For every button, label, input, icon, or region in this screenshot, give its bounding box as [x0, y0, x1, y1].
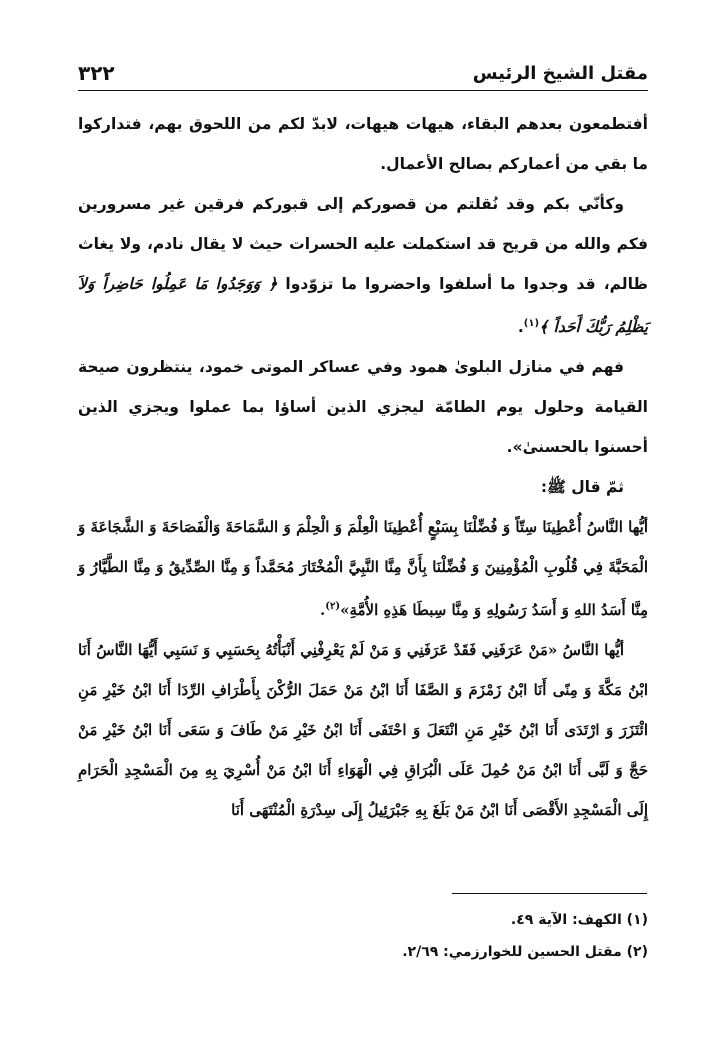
paragraph-3: فهم في منازل البلوىٰ همود وفي عساكر الموتى خمود، ينتظرون صيحة القيامة وحلول يوم الطامّة ليجزي الذين أساؤا بما عملوا ويجزي الذين أحسنوا بالحسنىٰ».: [78, 358, 648, 457]
footnote-2: (٢) مقتل الحسين للخوارزمي: ٢/٦٩.: [402, 944, 648, 960]
sermon-paragraph-1: أيُّها النَّاسُ أُعْطِينَا سِتّاً وَ فُضِّلْنَا بِسَبْعٍ أُعْطِينَا الْعِلْمَ وَ الْحِلْمَ وَ السَّمَاحَةَ وَالْفَصَاحَةَ وَ الشَّجَاعَةَ وَ الْمَحَبَّةَ فِي قُلُوبِ الْمُؤْمِنِينَ وَ فُضِّلْنَا بِأَنَّ مِنَّا النَّبِيَّ الْمُخْتَارَ مُحَمَّداً وَ مِنَّا الصِّدِّيقُ وَ مِنَّا الطَّيَّارُ وَ مِنَّا أَسَدُ اللهِ وَ أَسَدُ رَسُولِهِ وَ مِنَّا سِبطَا هَذِهِ الأُمَّةِ»$^{(٢)}$.: [78, 518, 648, 620]
running-title: مقتل الشيخ الرئيس: [472, 62, 648, 84]
paragraph-1: أفتطمعون بعدهم البقاء، هيهات هيهات، لابدّ لكم من اللحوق بهم، فتداركوا ما بقي من أعماركم بصالح الأعمال.: [78, 115, 648, 173]
footnotes: [78, 904, 648, 968]
body-text: [78, 104, 648, 830]
sermon-paragraph-2: أيُّها النَّاسُ «مَنْ عَرَفَنِي فَقَدْ عَرَفَنِي وَ مَنْ لَمْ يَعْرِفْنِي أَنْبَأْتُهُ بِحَسَبِي وَ نَسَبِي أَيُّهَا النَّاسُ أَنَا ابْنُ مَكَّةَ وَ مِنًى أَنَا ابْنُ زَمْزَمَ وَ الصَّفَا أَنَا ابْنُ مَنْ حَمَلَ الرُّكْنَ بِأَطْرَافِ الرِّدَا أَنَا ابْنُ خَيْرِ مَنِ ائْتَزَرَ وَ ارْتَدَى أَنَا ابْنُ خَيْرِ مَنِ انْتَعَلَ وَ احْتَفَى أَنَا ابْنُ خَيْرِ مَنْ طَافَ وَ سَعَى أَنَا ابْنُ خَيْرِ مَنْ حَجَّ وَ لَبَّى أَنَا ابْنُ مَنْ حُمِلَ عَلَى الْبُرَاقِ فِي الْهَوَاءِ أَنَا ابْنُ مَنْ أُسْرِيَ بِهِ مِنَ الْمَسْجِدِ الْحَرَامِ إِلَى الْمَسْجِدِ الأَقْصَى أَنَا ابْنُ مَنْ بَلَغَ بِهِ جَبْرَئِيلُ إِلَى سِدْرَةِ الْمُنْتَهَى أَنَا: [78, 641, 648, 820]
sermon-1-text: أيُّها النَّاسُ أُعْطِينَا سِتّاً وَ فُضِّلْنَا بِسَبْعٍ أُعْطِينَا الْعِلْمَ وَ الْحِلْمَ وَ السَّمَاحَةَ وَالْفَصَاحَةَ وَ الشَّجَاعَةَ وَ الْمَحَبَّةَ فِي قُلُوبِ الْمُؤْمِنِينَ وَ فُضِّلْنَا بِأَنَّ مِنَّا النَّبِيَّ الْمُخْتَارَ مُحَمَّداً وَ مِنَّا الصِّدِّيقُ وَ مِنَّا الطَّيَّارُ وَ مِنَّا أَسَدُ اللهِ وَ أَسَدُ رَسُولِهِ وَ مِنَّا سِبطَا هَذِهِ الأُمَّةِ»: [78, 518, 648, 620]
paragraph-2: وكأنّي بكم وقد نُقلتم من قصوركم إلى قبوركم فرقين غير مسرورين فكم والله من قريح قد استكملت عليه الحسرات حيث لا يقال نادم، ولا يغاث ظالم، قد وجدوا ما أسلفوا واحضروا ما تزوّدوا ﴿ وَوَجَدُوا مَا عَمِلُوا حَاضِراً وَلاَ يَظْلِمُ رَبُّكَ أَحَداً ﴾$^{(١)}$.: [78, 195, 648, 337]
footnote-1: (١) الكهف: الآية ٤٩.: [510, 912, 648, 928]
page-number: ٣٢٢: [78, 61, 115, 85]
footnote-marker-2: (٢): [325, 601, 341, 613]
quran-verse: ﴿ وَوَجَدُوا مَا عَمِلُوا حَاضِراً وَلاَ يَظْلِمُ رَبُّكَ أَحَداً ﴾: [78, 274, 648, 337]
paragraph-2-text: وكأنّي بكم وقد نُقلتم من قصوركم إلى قبوركم فرقين غير مسرورين فكم والله من قريح قد استكملت عليه الحسرات حيث لا يقال نادم، ولا يغاث ظالم، قد وجدوا ما أسلفوا واحضروا ما تزوّدوا: [78, 195, 648, 293]
footnote-marker-1: (١): [523, 318, 540, 329]
footnote-divider: [452, 893, 647, 894]
then-said-line: ثمّ قال ﷺ:: [540, 478, 624, 497]
page-header: [78, 56, 648, 91]
